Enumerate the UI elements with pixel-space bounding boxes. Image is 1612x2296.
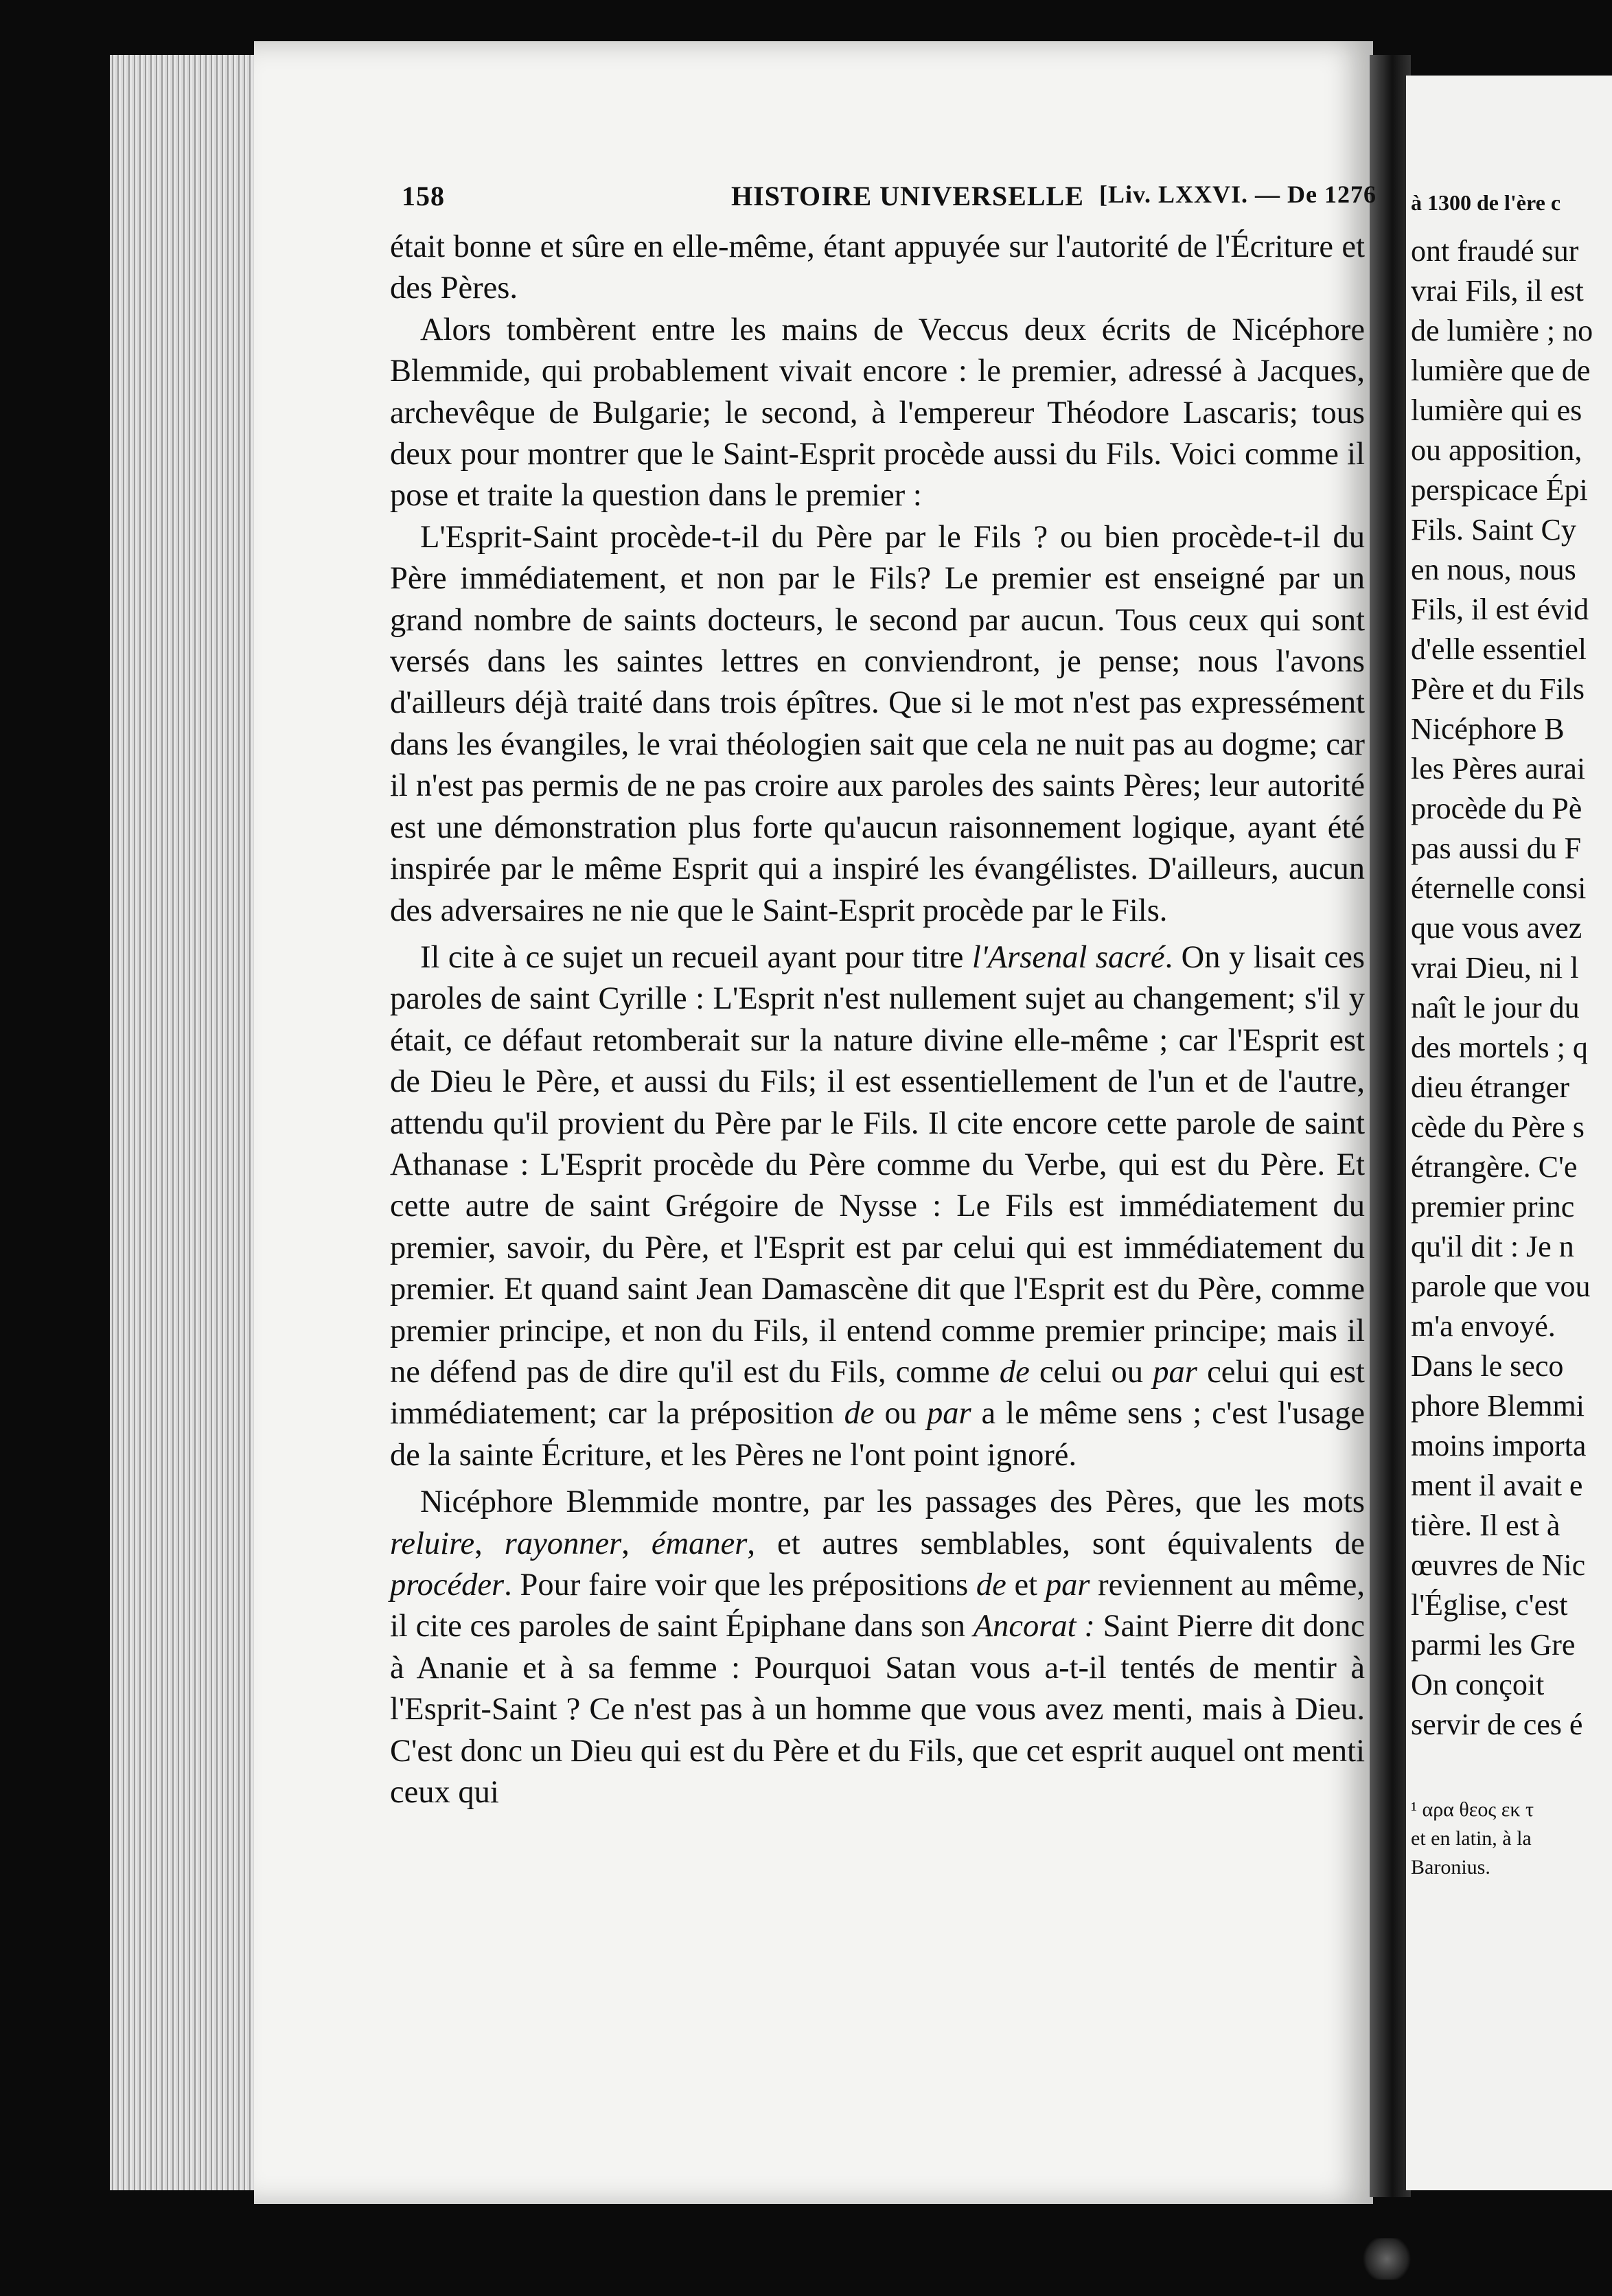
text-run: . On y lisait ces paroles de saint Cyrille : L'Esprit n'est nullement sujet au changement; s'il y était, ce défaut retomberait sur la nature divine elle-même ; car l'Esprit est de Dieu le Père, et aussi du Fils; il est essentiellement de l'un et de l'autre, attendu qu'il provient du Père par le Fils. Il cite encore cette parole de saint Athanase : L'Esprit procède du Père comme du Verbe, qui est du Père. Et cette autre de saint Grégoire de Nysse : Le Fils est immédiatement du premier, savoir, du Père, et l'Esprit est par celui qui est immédiatement du premier. Et quand saint Jean Damascène dit que l'Esprit est du Père, comme premier principe, et non du Fils, il entend comme premier principe; mais il ne défend pas de dire qu'il est du Fils, comme (390, 939, 1365, 1390)
right-page-line: d'elle essentiel (1411, 632, 1587, 666)
right-running-head: à 1300 de l'ère c (1411, 190, 1561, 215)
footnote-spacer (1411, 1745, 1612, 1795)
right-page-footnote: ¹ αρα θεος εκ τ (1411, 1798, 1534, 1821)
right-page-line: m'a envoyé. (1411, 1309, 1556, 1343)
right-page-footnote: Baronius. (1411, 1856, 1490, 1879)
right-page-line: de lumière ; no (1411, 314, 1593, 347)
italic-text: par (1153, 1354, 1197, 1390)
right-page-line: lumière que de (1411, 354, 1591, 387)
right-page-text (1411, 189, 1612, 1882)
right-page-line: naît le jour du (1411, 991, 1580, 1024)
text-run: Il cite à ce sujet un recueil ayant pour titre (420, 939, 972, 975)
right-page-line: ont fraudé sur (1411, 234, 1579, 268)
right-page-line: servir de ces é (1411, 1708, 1583, 1741)
text-run: Saint Pierre dit donc à Ananie et à sa femme : Pourquoi Satan vous a-t-il tentés de mentir à l'Esprit-Saint ? Ce n'est pas à un homme que vous avez menti, mais à Dieu. C'est donc un Dieu qui est du Père et du Fils, que cet esprit auquel ont menti ceux qui (390, 1609, 1366, 1811)
scan-blot (1359, 2238, 1414, 2280)
italic-text: Ancorat : (973, 1609, 1095, 1644)
text-run: ou (874, 1396, 927, 1432)
paragraph (390, 937, 1365, 1476)
right-page-line: ment il avait e (1411, 1469, 1583, 1502)
right-page-line: pas aussi du F (1411, 831, 1582, 865)
running-head (402, 180, 1377, 221)
right-page-line: des mortels ; q (1411, 1031, 1588, 1064)
paragraph (390, 227, 1365, 310)
right-page-line: vrai Dieu, ni l (1411, 951, 1579, 985)
text-run: , (621, 1526, 652, 1561)
text-run: . Pour faire voir que les prépositions (504, 1568, 976, 1603)
right-page-line: procède du Pè (1411, 792, 1582, 825)
right-page-line: ou apposition, (1411, 433, 1582, 467)
book-gutter (1370, 55, 1411, 2197)
right-page-line: On conçoit (1411, 1668, 1545, 1701)
text-run: Nicéphore Blemmide montre, par les passages des Pères, que les mots (420, 1484, 1365, 1520)
italic-text: de (844, 1396, 875, 1432)
right-page-line: l'Église, c'est (1411, 1588, 1568, 1622)
right-page-line: cède du Père s (1411, 1110, 1585, 1144)
right-page-line: qu'il dit : Je n (1411, 1230, 1574, 1263)
text-run: reviennent au même, il cite ces paroles de saint Épiphane dans son (390, 1568, 1365, 1644)
main-text-column (390, 227, 1365, 1813)
right-page-line: œuvres de Nic (1411, 1548, 1586, 1582)
paragraph (390, 1482, 1365, 1813)
text-run: Alors tombèrent entre les mains de Veccus deux écrits de Nicéphore Blemmide, qui probablement vivait encore : le premier, adressé à Jacques, archevêque de Bulgarie; le second, à l'empereur Théodore Lascaris; tous deux pour montrer que le Saint-Esprit procède aussi du Fils. Voici comme il pose et traite la question dans le premier : (390, 312, 1365, 514)
right-page-line: premier princ (1411, 1190, 1575, 1224)
right-page-line: Dans le seco (1411, 1349, 1564, 1383)
text-run: L'Esprit-Saint procède-t-il du Père par le Fils ? ou bien procède-t-il du Père immédiatement, et non par le Fils? Le premier est enseigné par un grand nombre de saints docteurs, le second par aucun. Tous ceux qui sont versés dans les saintes lettres en conviendront, je pense; nous l'avons d'ailleurs déjà traité dans trois épîtres. Que si le mot n'est pas expressément dans les évangiles, le vrai théologien sait que cela ne nuit pas au dogme; car il n'est pas permis de ne pas croire aux paroles des saints Pères; leur autorité est une démonstration plus forte qu'aucun raisonnement logique, ayant été inspirée par le même Esprit qui a inspiré les évangélistes. D'ailleurs, aucun des adversaires ne nie que le Saint-Esprit procède par le Fils. (390, 519, 1365, 928)
right-page-line: parole que vou (1411, 1270, 1591, 1303)
paragraph (390, 310, 1365, 517)
paragraph (390, 517, 1365, 932)
right-page-line: Père et du Fils (1411, 672, 1585, 706)
text-run: , et autres semblables, sont équivalents de (747, 1526, 1366, 1561)
italic-text: de (999, 1354, 1030, 1390)
right-page-line: Nicéphore B (1411, 712, 1565, 746)
page-number: 158 (402, 181, 445, 211)
italic-text: reluire (390, 1526, 475, 1561)
right-page-line: en nous, nous (1411, 553, 1576, 586)
italic-text: par (926, 1396, 971, 1432)
right-page-line: Fils, il est évid (1411, 593, 1589, 626)
right-page-line: phore Blemmi (1411, 1389, 1585, 1423)
italic-text: rayonner (504, 1526, 622, 1561)
text-run: a le même sens ; c'est l'usage de la sainte Écriture, et les Pères ne l'ont point ignoré. (390, 1396, 1366, 1473)
right-page-line: parmi les Gre (1411, 1628, 1576, 1662)
italic-text: de (976, 1568, 1006, 1603)
right-page-line: vrai Fils, il est (1411, 274, 1584, 308)
right-page-line: les Pères aurai (1411, 752, 1586, 785)
italic-text: l'Arsenal sacré (971, 939, 1165, 975)
right-page-line: lumière qui es (1411, 393, 1582, 427)
right-page-line: étrangère. C'e (1411, 1150, 1578, 1184)
text-run: celui ou (1029, 1354, 1153, 1390)
text-run: celui qui est immédiatement; car la préposition (390, 1354, 1365, 1432)
right-page-line: Fils. Saint Cy (1411, 513, 1576, 547)
right-page-line: moins importa (1411, 1429, 1587, 1462)
page-stack-edge (110, 55, 261, 2190)
right-page-line: éternelle consi (1411, 871, 1587, 905)
italic-text: procéder (390, 1568, 505, 1603)
right-page-line: tière. Il est à (1411, 1508, 1561, 1542)
italic-text: émaner (651, 1526, 748, 1561)
right-page-line: que vous avez (1411, 911, 1582, 945)
italic-text: par (1045, 1568, 1090, 1603)
right-page-line: perspicace Épi (1411, 473, 1588, 507)
right-page-footnote: et en latin, à la (1411, 1827, 1532, 1850)
right-page-line: dieu étranger (1411, 1070, 1569, 1104)
text-run: et (1006, 1568, 1046, 1603)
running-title: HISTOIRE UNIVERSELLE (731, 181, 1084, 211)
text-run: était bonne et sûre en elle-même, étant appuyée sur l'autorité de l'Écriture et des Pères. (390, 229, 1365, 306)
running-section: [Liv. LXXVI. — De 1276 (1098, 181, 1377, 208)
text-run: , (474, 1526, 505, 1561)
